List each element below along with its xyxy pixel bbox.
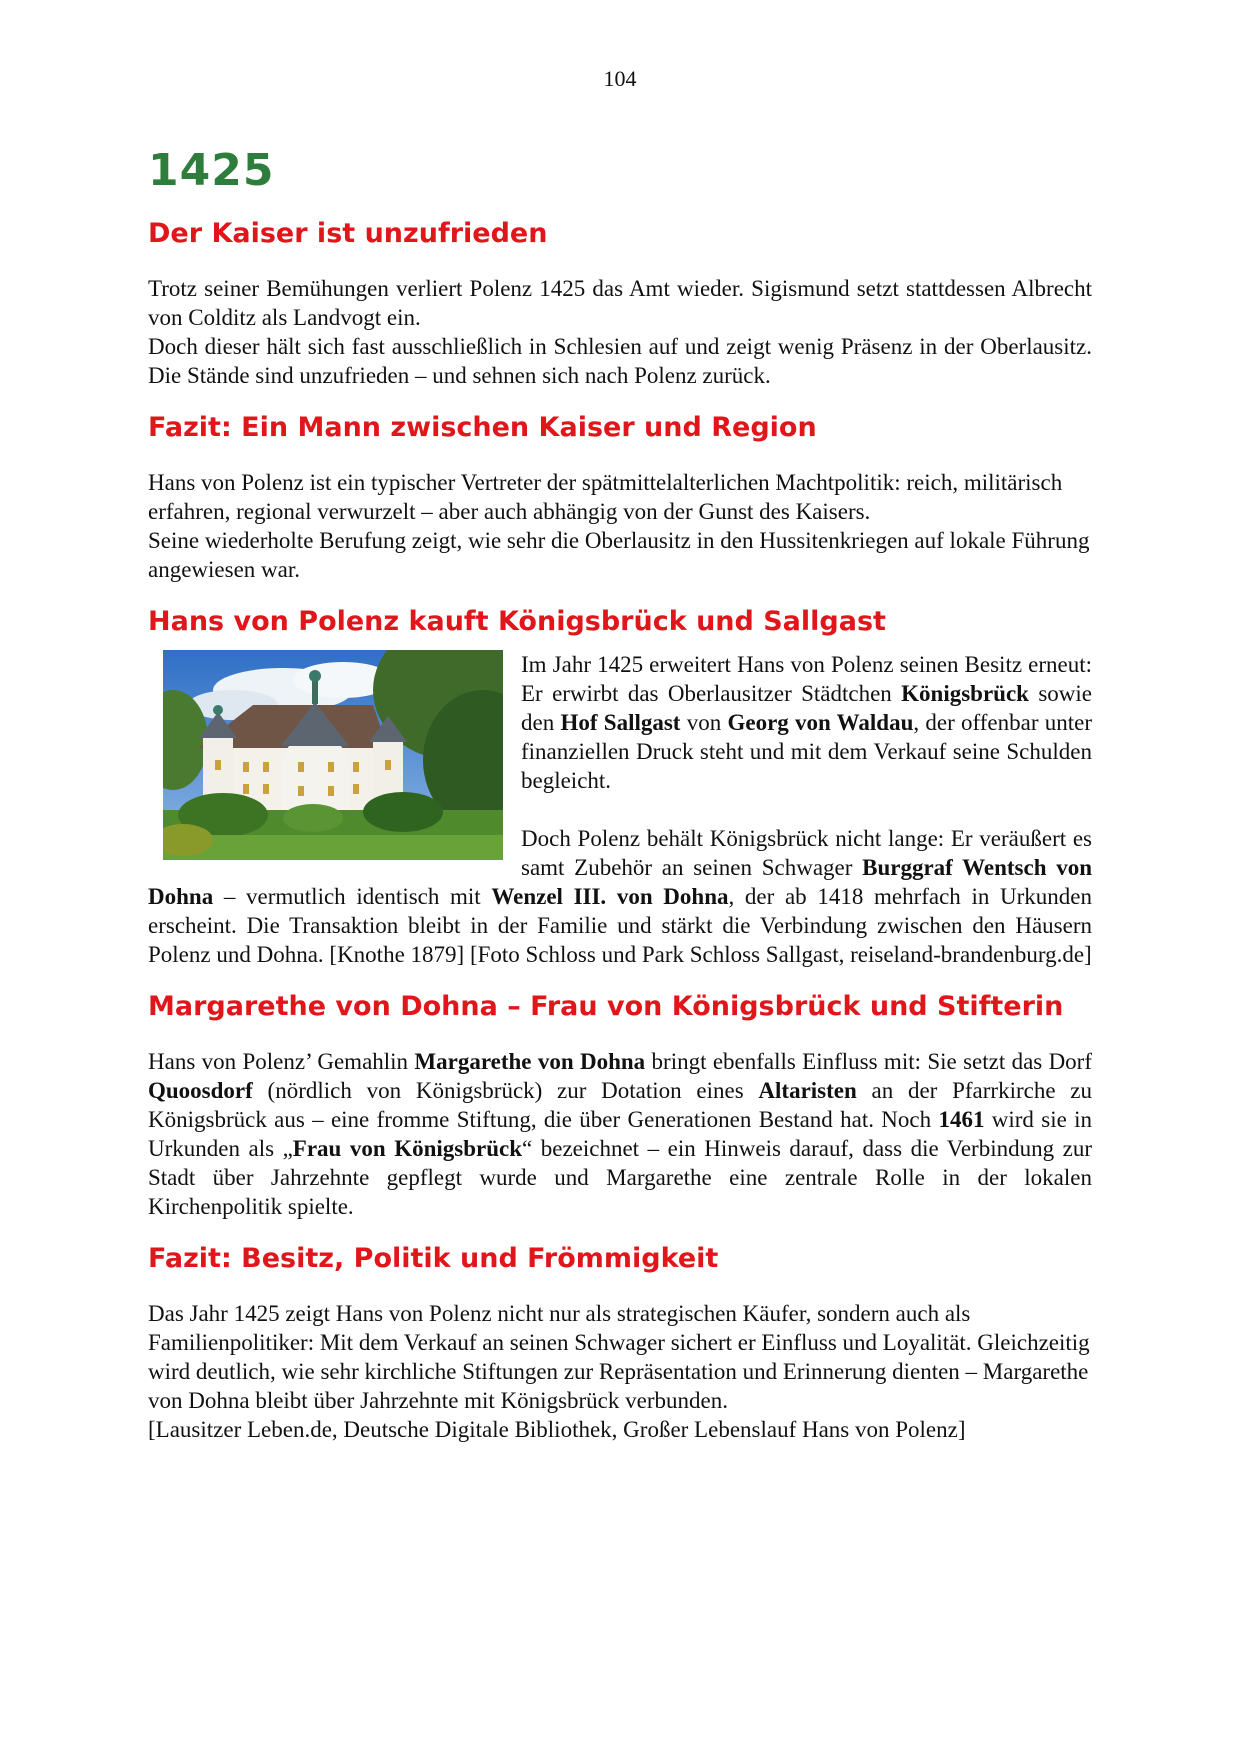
section-paragraph: Im Jahr 1425 erweitert Hans von Polenz seinen Besitz erneut: Er erwirbt das Oberlausitzer Städtchen Königsbrück sowie den Hof Sallgast von Georg von Waldau, der offenbar unter finanziellen Druck steht und mit dem Verkauf seine Schulden begleicht. — [521, 652, 1093, 793]
section-paragraph: Das Jahr 1425 zeigt Hans von Polenz nicht nur als strategischen Käufer, sondern auch als Familienpolitiker: Mit dem Verkauf an seinen Schwager sichert er Einfluss und Loyalität. Gleichzeitig wird deutlich, wie sehr kirchliche Stiftungen zur Repräsentation und Erinnerung dienten – Margarethe von Dohna bleibt über Jahrzehnte mit Königsbrück verbunden. — [148, 1301, 1090, 1413]
section-paragraph: Doch Polenz behält Königsbrück nicht lange: Er veräußert es samt Zubehör an seinen Schwager Burggraf Wentsch von Dohna – vermutlich identisch mit Wenzel III. von Dohna, der ab 1418 mehrfach in Urkunden erscheint. Die Transaktion bleibt in der Familie und stärkt die Verbindung zwischen den Häusern Polenz und Dohna. [Knothe 1879] [Foto Schloss und Park Schloss Sallgast, reiseland-brandenburg.de] — [148, 826, 1093, 967]
section-heading: Margarethe von Dohna – Frau von Königsbrück und Stifterin — [148, 991, 1064, 1022]
section-heading: Fazit: Besitz, Politik und Frömmigkeit — [148, 1243, 719, 1274]
page-content — [148, 145, 1093, 1444]
section-body-with-image — [148, 650, 1092, 969]
section-paragraph: Trotz seiner Bemühungen verliert Polenz 1425 das Amt wieder. Sigismund setzt stattdessen Albrecht von Colditz als Landvogt ein. — [148, 276, 1092, 330]
section-paragraph: Hans von Polenz’ Gemahlin Margarethe von Dohna bringt ebenfalls Einfluss mit: Sie setzt das Dorf Quoosdorf (nördlich von Königsbrück) zur Dotation eines Altaristen an der Pfarrkirche zu Königsbrück aus – eine fromme Stiftung, die über Generationen Bestand hat. Noch 1461 wird sie in Urkunden als „Frau von Königsbrück“ bezeichnet – ein Hinweis darauf, dass die Verbindung zur Stadt über Jahrzehnte gepflegt wurde und Margarethe eine zentrale Rolle in der lokalen Kirchenpolitik spielte. — [148, 1049, 1093, 1219]
section-paragraph: Hans von Polenz ist ein typischer Vertreter der spätmittelalterlichen Machtpolitik: reich, militärisch erfahren, regional verwurzelt – aber auch abhängig von der Gunst des Kaisers. — [148, 470, 1063, 524]
section-paragraph: Doch dieser hält sich fast ausschließlich in Schlesien auf und zeigt wenig Präsenz in der Oberlausitz. Die Stände sind unzufrieden – und sehnen sich nach Polenz zurück. — [148, 334, 1092, 388]
section-heading: Hans von Polenz kauft Königsbrück und Sallgast — [148, 606, 886, 637]
section-paragraph: Seine wiederholte Berufung zeigt, wie sehr die Oberlausitz in den Hussitenkriegen auf lokale Führung angewiesen war. — [148, 528, 1090, 582]
page-number: 104 — [603, 66, 637, 91]
section-heading: Der Kaiser ist unzufrieden — [148, 218, 548, 249]
section-paragraph: [Lausitzer Leben.de, Deutsche Digitale Bibliothek, Großer Lebenslauf Hans von Polenz] — [148, 1417, 966, 1442]
castle-photo — [163, 650, 503, 860]
section-heading: Fazit: Ein Mann zwischen Kaiser und Region — [148, 412, 817, 443]
year-heading: 1425 — [148, 145, 275, 196]
